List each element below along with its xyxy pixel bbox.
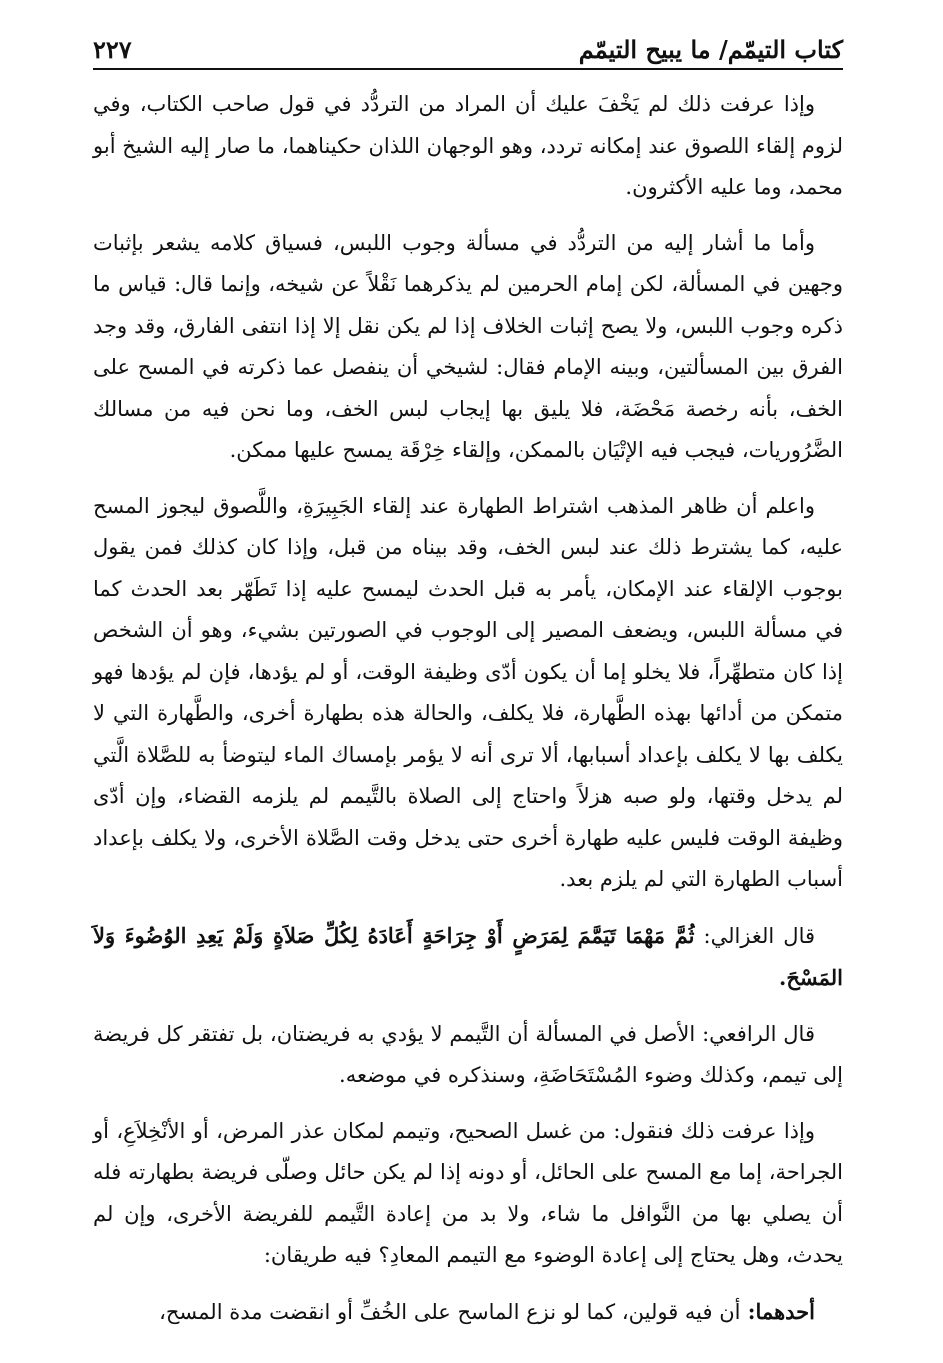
paragraph-lead: أحدهما: <box>740 1298 815 1324</box>
paragraph <box>93 1111 843 1277</box>
page-number: ٢٢٧ <box>93 35 132 64</box>
main-text <box>93 84 843 1343</box>
paragraph-text: أن فيه قولين، كما لو نزع الماسح على الخُفِّ أو انقضت مدة المسح، <box>159 1299 741 1324</box>
paragraph <box>93 1291 843 1334</box>
paragraph-text: قال الرافعي: الأصل في المسألة أن التَّيمم لا يؤدي به فريضتان، بل تفتقر كل فريضة إلى تيمم، وكذلك وضوء المُسْتَحَاضَةِ، وسنذكره في موضعه. <box>93 1021 843 1087</box>
ghazali-quote: ثُمَّ مَهْمَا تَيَمَّمَ لِمَرَضٍ أَوْ جِرَاحَةٍ أَعَادَهُ لِكُلِّ صَلاَةٍ وَلَمْ يَعِدِ الوُضُوءَ وَلاَ المَسْحَ. <box>93 922 843 990</box>
paragraph <box>93 486 843 901</box>
page-header <box>93 22 843 70</box>
paragraph <box>93 1014 843 1097</box>
paragraph <box>93 223 843 472</box>
paragraph-text: وإذا عرفت ذلك فنقول: من غسل الصحيح، وتيمم لمكان عذر المرض، أو الأنْخِلاَعِ، أو الجراحة، إما مع المسح على الحائل، أو دونه إذا لم يكن حائل وصلّى فريضة بطهارته فله أن يصلي بها من النَّوافل ما شاء، ولا بد من إعادة التَّيمم للفريضة الأخرى، وإن لم يحدث، وهل يحتاج إلى إعادة الوضوء مع التيمم المعادِ؟ فيه طريقان: <box>93 1118 843 1267</box>
speaker-label: قال الغزالي: <box>694 923 816 948</box>
paragraph <box>93 84 843 209</box>
paragraph-text: وأما ما أشار إليه من التردُّد في مسألة وجوب اللبس، فسياق كلامه يشعر بإثبات وجهين في المسألة، لكن إمام الحرمين لم يذكرهما نَقْلاً عن شيخه، وإنما قال: قياس ما ذكره وجوب اللبس، ولا يصح إثبات الخلاف إذا لم يكن نقل إلا إذا انتفى الفارق، وقد وجد الفرق بين المسألتين، وبينه الإمام فقال: لشيخي أن ينفصل عما ذكرته في المسح على الخف، بأنه رخصة مَحْضَة، فلا يليق بها إيجاب لبس الخف، وما نحن فيه من مسالك الضَّرُوريات، فيجب فيه الإتْيَان بالممكن، وإلقاء خِرْقَة يمسح عليها ممكن. <box>93 230 843 462</box>
paragraph-text: وإذا عرفت ذلك لم يَخْفَ عليك أن المراد من التردُّد في قول صاحب الكتاب، وفي لزوم إلقاء اللصوق عند إمكانه تردد، وهو الوجهان اللذان حكيناهما، ما صار إليه الشيخ أبو محمد، وما عليه الأكثرون. <box>93 92 843 199</box>
ghazali-quote-paragraph <box>93 915 843 1000</box>
paragraph-text: واعلم أن ظاهر المذهب اشتراط الطهارة عند إلقاء الجَبِيرَةِ، واللَّصوق ليجوز المسح عليه، كما يشترط ذلك عند لبس الخف، وقد بيناه من قبل، وإذا كان كذلك فمن يقول بوجوب الإلقاء عند الإمكان، يأمر به قبل الحدث ليمسح عليه إذا تَطَهّر بعد الحدث كما في مسألة اللبس، ويضعف المصير إلى الوجوب في الصورتين بشيء، وهو أن الشخص إذا كان متطهِّراً، فلا يخلو إما أن يكون أدّى وظيفة الوقت، أو لم يؤدها، فإن لم يؤدها فهو متمكن من أدائها بهذه الطَّهارة، فلا يكلف، والحالة هذه بطهارة أخرى، والطَّهارة التي لا يكلف بها لا يكلف بإعداد أسبابها، ألا ترى أنه لا يؤمر بإمساك الماء ليتوضأ به للصَّلاة الَّتي لم يدخل وقتها، ولو صبه هزلاً واحتاج إلى الصلاة بالتَّيمم لم يلزمه القضاء، وإن أدّى وظيفة الوقت فليس عليه طهارة أخرى حتى يدخل وقت الصَّلاة الأخرى، ولا يكلف بإعداد أسباب الطهارة التي لم يلزم بعد. <box>93 493 843 891</box>
running-title: كتاب التيمّم/ ما يبيح التيمّم <box>578 35 843 64</box>
